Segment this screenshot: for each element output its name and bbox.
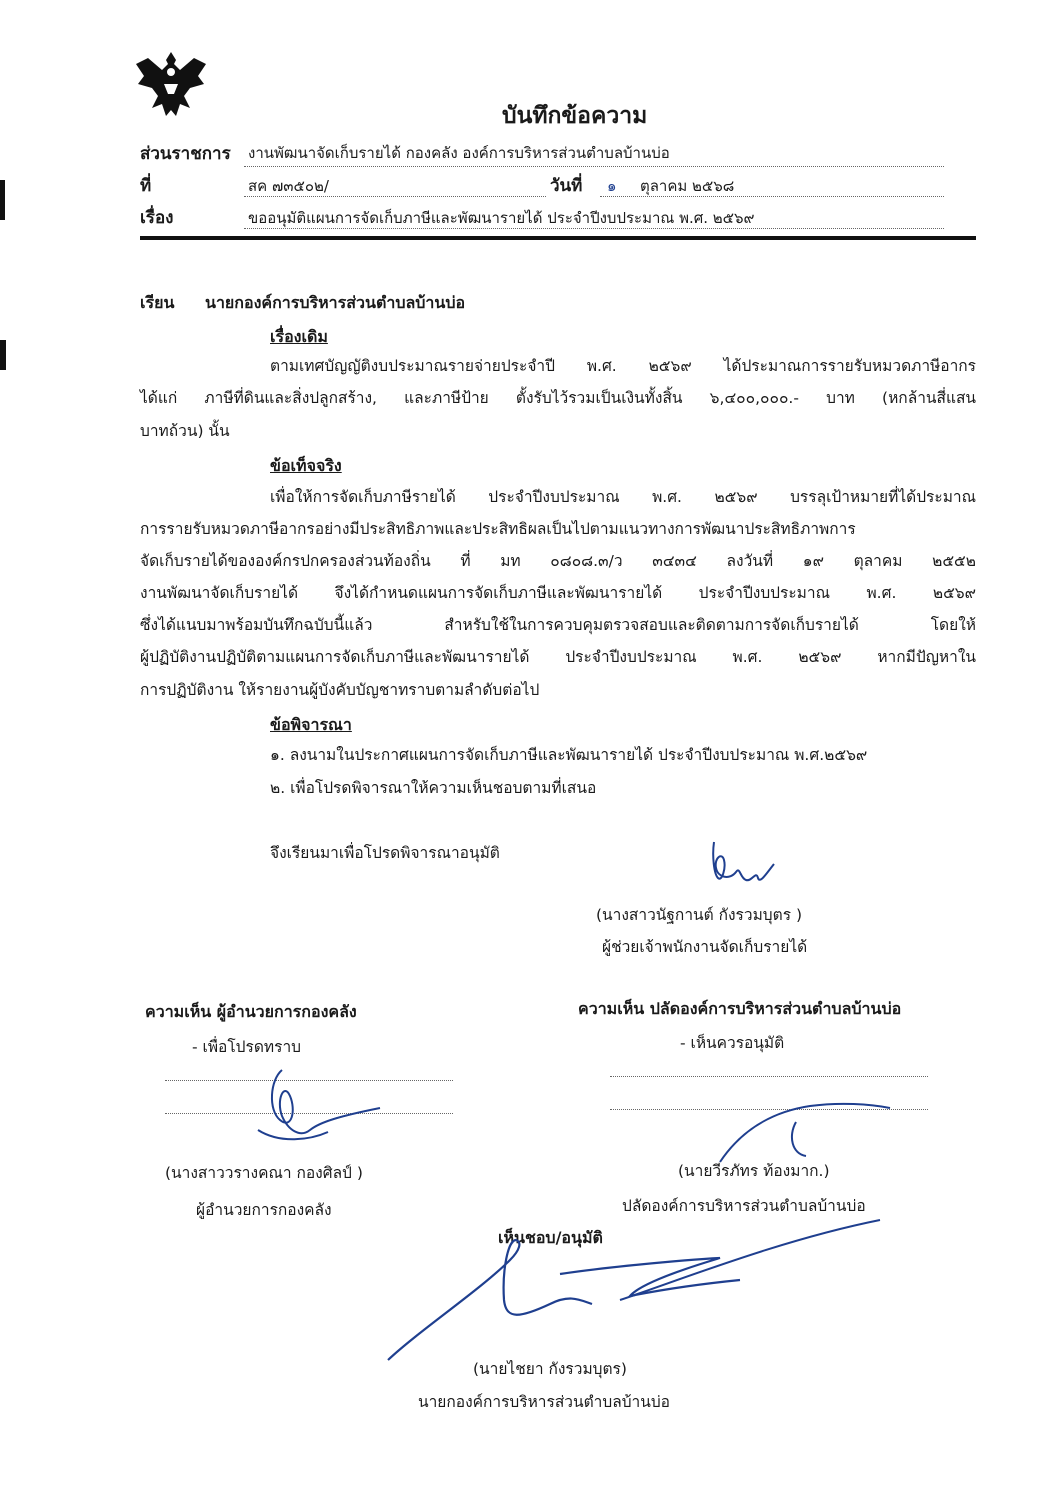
dotted-line [600,196,944,197]
finance-opinion-note: - เพื่อโปรดทราบ [192,1038,301,1056]
author-name: (นางสาวนัฐกานต์ กังรวมบุตร ) [596,906,803,924]
header-rule [140,236,976,240]
deputy-opinion-heading: ความเห็น ปลัดองค์การบริหารส่วนตำบลบ้านบ่อ [578,999,902,1018]
background-line: ตามเทศบัญญัติงบประมาณรายจ่ายประจำปี พ.ศ. ๒๕๖๙ ได้ประมาณการรายรับหมวดภาษีอากร [270,357,976,375]
ref-label: ที่ [140,176,152,196]
mayor-signature [380,1200,900,1370]
date-label: วันที่ [550,176,583,196]
facts-line: เพื่อให้การจัดเก็บภาษีรายได้ ประจำปีงบประมาณ พ.ศ. ๒๕๖๙ บรรลุเป้าหมายที่ได้ประมาณ [270,488,976,506]
dotted-line [610,1076,928,1077]
considerations-heading: ข้อพิจารณา [270,715,352,734]
background-line: บาทถ้วน) นั้น [140,422,230,440]
salutation-label: เรียน [140,293,175,312]
background-heading: เรื่องเดิม [270,327,328,346]
facts-line: จัดเก็บรายได้ขององค์กรปกครองส่วนท้องถิ่น ที่ มท ๐๘๐๘.๓/ว ๓๔๓๔ ลงวันที่ ๑๙ ตุลาคม ๒๕๕๒ [140,552,976,570]
finance-director-name: (นางสาววรางคณา กองศิลป์ ) [165,1164,363,1182]
memo-title: บันทึกข้อความ [502,103,648,129]
approval-heading: เห็นชอบ/อนุมัติ [498,1228,603,1247]
subject-label: เรื่อง [140,208,174,228]
finance-opinion-heading: ความเห็น ผู้อำนวยการกองคลัง [145,1002,357,1021]
agency-value: งานพัฒนาจัดเก็บรายได้ กองคลัง องค์การบริหารส่วนตำบลบ้านบ่อ [248,144,670,162]
mayor-name: (นายไชยา กังรวมบุตร) [473,1360,627,1378]
facts-line: การรายรับหมวดภาษีอากรอย่างมีประสิทธิภาพและประสิทธิผลเป็นไปตามแนวทางการพัฒนาประสิทธิภาพการ [140,520,856,538]
background-line: ได้แก่ ภาษีที่ดินและสิ่งปลูกสร้าง, และภาษีป้าย ตั้งรับไว้รวมเป็นเงินทั้งสิ้น ๖,๔๐๐,๐๐๐.- บาท (หกล้านสี่แสน [140,389,976,407]
facts-line: การปฏิบัติงาน ให้รายงานผู้บังคับบัญชาทราบตามลำดับต่อไป [140,681,540,699]
deputy-position: ปลัดองค์การบริหารส่วนตำบลบ้านบ่อ [622,1197,866,1215]
deputy-name: (นายวีรภัทร ท้องมาก.) [678,1162,830,1180]
dotted-line [244,166,944,167]
facts-line: ผู้ปฏิบัติงานปฏิบัติตามแผนการจัดเก็บภาษีและพัฒนารายได้ ประจำปีงบประมาณ พ.ศ. ๒๕๖๙ หากมีปัญหาใน [140,648,976,666]
mayor-position: นายกองค์การบริหารส่วนตำบลบ้านบ่อ [418,1393,670,1411]
finance-director-position: ผู้อำนวยการกองคลัง [196,1201,332,1219]
dotted-line [244,196,546,197]
author-signature [700,834,780,894]
ref-value: สค ๗๓๕๐๒/ [248,177,329,195]
facts-heading: ข้อเท็จจริง [270,456,342,475]
consideration-item: ๒. เพื่อโปรดพิจารณาให้ความเห็นชอบตามที่เสนอ [270,779,597,797]
deputy-opinion-note: - เห็นควรอนุมัติ [680,1034,785,1052]
dotted-line [244,228,944,229]
scan-edge-mark [0,180,5,220]
agency-label: ส่วนราชการ [140,144,231,164]
date-day: ๑ [607,177,617,195]
date-month-year: ตุลาคม ๒๕๖๘ [640,177,735,195]
finance-director-signature [240,1060,390,1150]
scan-edge-mark [0,340,6,370]
salutation-value: นายกองค์การบริหารส่วนตำบลบ้านบ่อ [205,293,466,312]
subject-value: ขออนุมัติแผนการจัดเก็บภาษีและพัฒนารายได้ ประจำปีงบประมาณ พ.ศ. ๒๕๖๙ [248,209,755,227]
facts-line: งานพัฒนาจัดเก็บรายได้ จึงได้กำหนดแผนการจัดเก็บภาษีและพัฒนารายได้ ประจำปีงบประมาณ พ.ศ. ๒๕๖๙ [140,584,976,602]
facts-line: ซึ่งได้แนบมาพร้อมบันทึกฉบับนี้แล้ว สำหรับใช้ในการควบคุมตรวจสอบและติดตามการจัดเก็บรายได้ โดยให้ [140,616,976,634]
garuda-emblem-icon [134,50,208,120]
closing-text: จึงเรียนมาเพื่อโปรดพิจารณาอนุมัติ [270,844,500,862]
consideration-item: ๑. ลงนามในประกาศแผนการจัดเก็บภาษีและพัฒนารายได้ ประจำปีงบประมาณ พ.ศ.๒๕๖๙ [270,746,868,764]
author-position: ผู้ช่วยเจ้าพนักงานจัดเก็บรายได้ [602,938,808,956]
